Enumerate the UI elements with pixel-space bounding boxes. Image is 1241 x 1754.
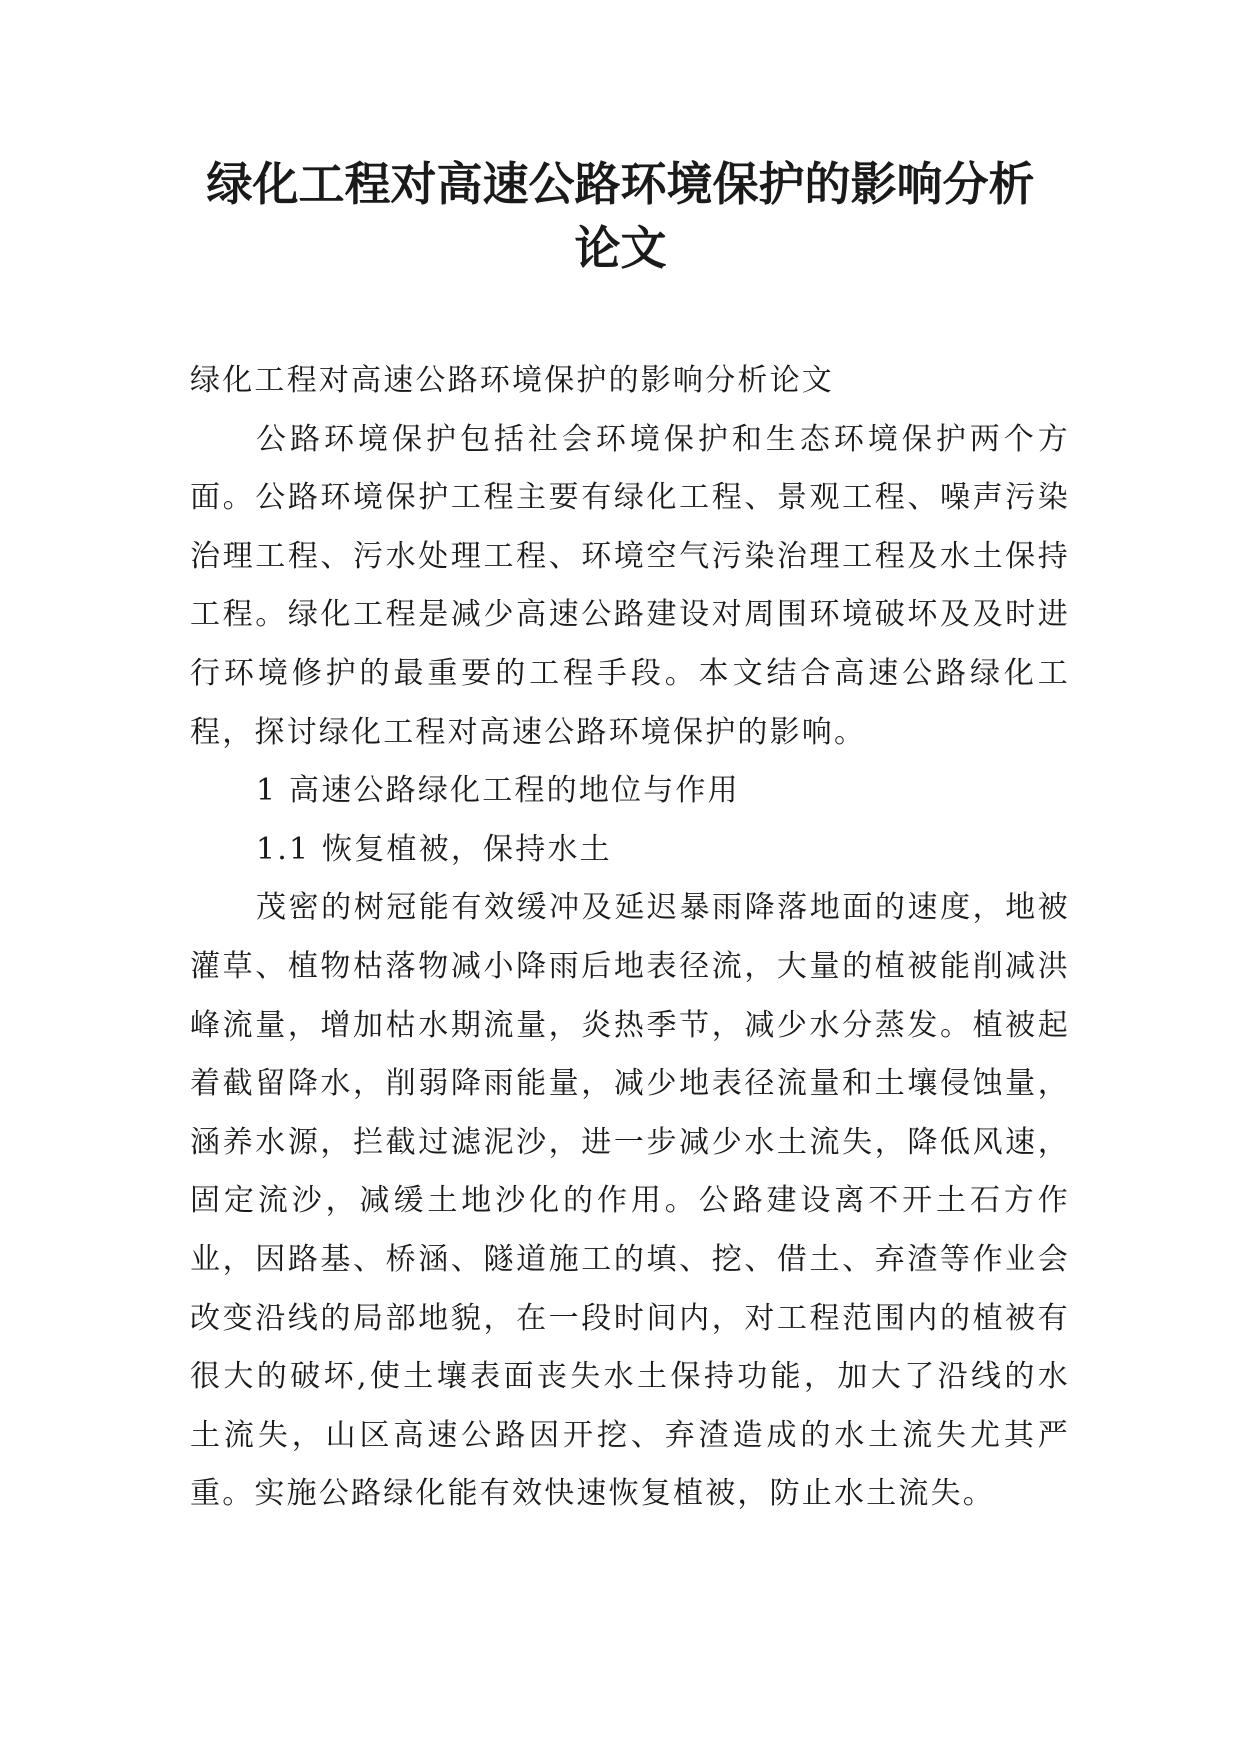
document-title-line-2: 论文 xyxy=(574,221,667,275)
document-title-line-1: 绿化工程对高速公路环境保护的影响分析 xyxy=(206,157,1035,211)
section-1-1-heading: 1.1 恢复植被，保持水土 xyxy=(256,831,612,867)
section-1-heading: 1 高速公路绿化工程的地位与作用 xyxy=(256,773,740,809)
document-body xyxy=(190,352,1070,1524)
intro-paragraph: 公路环境保护包括社会环境保护和生态环境保护两个方面。公路环境保护工程主要有绿化工程、景观工程、噪声污染治理工程、污水处理工程、环境空气污染治理工程及水土保持工程。绿化工程是减少高速公路建设对周围环境破坏及及时进行环境修护的最重要的工程手段。本文结合高速公路绿化工程，探讨绿化工程对高速公路环境保护的影响。 xyxy=(190,421,1070,750)
document-subtitle: 绿化工程对高速公路环境保护的影响分析论文 xyxy=(190,363,834,398)
section-1-1-paragraph: 茂密的树冠能有效缓冲及延迟暴雨降落地面的速度，地被灌草、植物枯落物减小降雨后地表径流，大量的植被能削减洪峰流量，增加枯水期流量，炎热季节，减少水分蒸发。植被起着截留降水，削弱降雨能量，减少地表径流量和土壤侵蚀量，涵养水源，拦截过滤泥沙，进一步减少水土流失，降低风速，固定流沙，减缓土地沙化的作用。公路建设离不开土石方作业，因路基、桥涵、隧道施工的填、挖、借土、弃渣等作业会改变沿线的局部地貌，在一段时间内，对工程范围内的植被有很大的破坏,使土壤表面丧失水土保持功能，加大了沿线的水土流失，山区高速公路因开挖、弃渣造成的水土流失尤其严重。实施公路绿化能有效快速恢复植被，防止水土流失。 xyxy=(190,890,1070,1512)
